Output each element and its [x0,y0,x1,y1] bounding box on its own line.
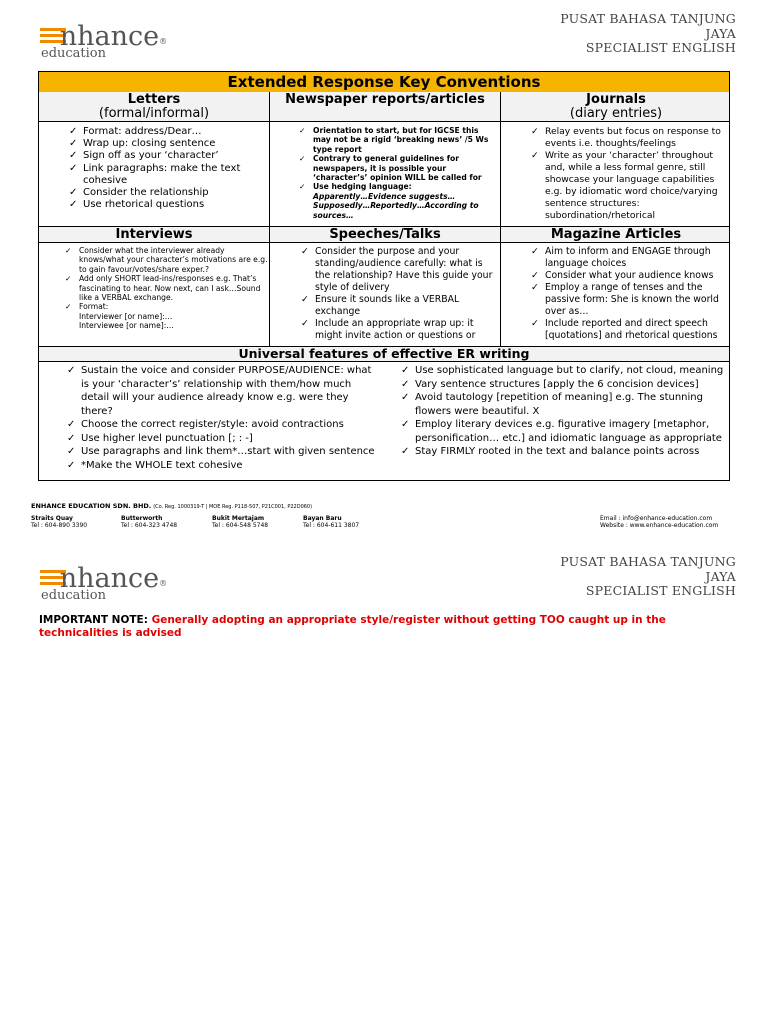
letters-sub: (formal/informal) [98,106,210,121]
list-item: ✓ Include reported and direct speech [quotations] and rhetorical questions [529,318,724,342]
col-newspaper-head [270,92,500,122]
list-item: ✓ Orientation to start, but for IGCSE this may not be a rigid ‘breaking news’ /5 Ws type report [297,126,497,154]
list-item: ✓ Employ literary devices e.g. figurative imagery [metaphor, personification… etc.] and idiomatic language as appropriate [399,418,727,445]
note-text: Generally adopting an appropriate style/register without getting TOO caught up in the technicalities is advised [39,614,666,639]
enhance-logo-2 [40,564,175,604]
logo-registered: ® [159,37,168,46]
branch-name: Butterworth [121,515,163,522]
interviews-head: Interviews [39,227,269,242]
list-item: ✓ Link paragraphs: make the text cohesive [67,163,267,187]
note-label: IMPORTANT NOTE: [39,614,148,626]
list-item: ✓ Contrary to general guidelines for newspapers, it is possible your ‘character’s’ opinion WILL be called for [297,154,497,182]
list-item: ✓ Format: [63,302,268,311]
col-journals-head [501,92,730,122]
footer-email: Email : info@enhance-education.com [600,515,713,522]
hedging-examples: Apparently…Evidence suggests…Supposedly…Reportedly…According to sources… [313,191,479,220]
logo-sub: education [41,588,106,603]
header-line1: PUSAT BAHASA TANJUNG [560,554,736,569]
branch-name: Bayan Baru [303,515,342,522]
universal-head: Universal features of effective ER writing [39,346,729,362]
interviews-cell [63,246,268,346]
magazine-cell [529,246,724,346]
list-item: ✓ Use higher level punctuation [; : -] [65,432,375,446]
company-reg: (Co. Reg. 1000319-T | MOE Reg. P118-507, P21C001, P22D060) [153,504,313,510]
list-item: ✓ Use sophisticated language but to clarify, not cloud, meaning [399,364,727,378]
newspaper-title: Newspaper reports/articles [285,92,485,107]
speeches-cell [299,246,499,346]
interviewee-line: Interviewee [or name]:… [79,321,174,331]
header-line3: SPECIALIST ENGLISH [585,583,736,598]
list-item: ✓ Consider what the interviewer already knows/what your character’s motivations are e.g. to gain favour/votes/share exper.? [63,246,268,274]
list-item: ✓ Avoid tautology [repetition of meaning] e.g. The stunning flowers were beautiful. X [399,391,727,418]
branch-tel: Tel : 604-323 4748 [121,522,178,530]
branch-bayan [303,515,359,530]
branch-bukit [212,515,268,530]
list-item: ✓ Employ a range of tenses and the passive form: She is known the world over as… [529,282,724,318]
header-right-2 [560,555,736,599]
footer-website: Website : www.enhance-education.com [600,522,719,530]
branch-butterworth [121,515,177,530]
header-right [560,12,736,56]
branch-name: Bukit Mertajam [212,515,265,522]
footer-contact [600,515,718,530]
logo-word: nhance [59,563,160,594]
branch-name: Straits Quay [31,515,73,522]
journals-title: Journals [586,92,646,107]
table-title: Extended Response Key Conventions [39,72,729,93]
logo-sub: education [41,46,106,61]
header-line2: JAYA [705,25,736,41]
logo-word: nhance [59,21,160,52]
list-item: ✓ Sign off as your ‘character’ [67,150,267,162]
universal-right [399,364,727,480]
list-item: ✓ Relay events but focus on response to events i.e. thoughts/feelings [529,126,724,150]
magazine-head: Magazine Articles [501,227,730,242]
universal-left [65,364,375,480]
header-line3: SPECIALIST ENGLISH [585,40,736,55]
list-item: ✓ Include an appropriate wrap up: it might invite action or questions or [299,318,499,342]
header-line1: PUSAT BAHASA TANJUNG [560,11,736,26]
list-item: ✓ Vary sentence structures [apply the 6 concision devices] [399,378,727,392]
list-item: ✓ Stay FIRMLY rooted in the text and balance points across [399,445,727,459]
branch-tel: Tel : 604-611 3807 [303,522,360,530]
branch-tel: Tel : 604-890 3390 [31,522,88,530]
conventions-table [38,71,730,481]
important-note [39,614,729,639]
list-item: ✓ Use rhetorical questions [67,199,267,211]
list-item: ✓ Add only SHORT lead-ins/responses e.g. That’s fascinating to hear. Now next, can I ask…Sound like a VERBAL exchange. [63,274,268,302]
header-line2: JAYA [705,568,736,584]
footer [31,502,736,530]
journals-sub: (diary entries) [569,106,663,121]
list-item: ✓ Consider what your audience knows [529,270,724,282]
company-name: ENHANCE EDUCATION SDN. BHD. [31,502,152,510]
list-item: ✓ Ensure it sounds like a VERBAL exchange [299,294,499,318]
list-item: ✓ *Make the WHOLE text cohesive [65,459,375,473]
list-item: ✓ Consider the purpose and your standing/audience carefully: what is the relationship? Have this guide your style of delivery [299,246,499,294]
journals-cell [529,126,724,226]
list-item: ✓ Choose the correct register/style: avoid contractions [65,418,375,432]
list-item: ✓ Format: address/Dear… [67,126,267,138]
branch-straits [31,515,87,530]
list-item: ✓ Write as your ‘character’ throughout and, while a less formal genre, still showcase your language capabilities e.g. by idiomatic word choice/varying sentence structures: subordination/rhetorical [529,150,724,222]
enhance-logo [40,22,175,62]
list-item: ✓ Use paragraphs and link them*…start with given sentence [65,445,375,459]
list-item: ✓ Consider the relationship [67,187,267,199]
list-item: ✓ Sustain the voice and consider PURPOSE/AUDIENCE: what is your ‘character’s’ relationship with them/how much detail will your audience already know e.g. were they there? [65,364,375,418]
logo-registered: ® [159,579,168,588]
letters-title: Letters [127,92,181,107]
interviewer-line: Interviewer [or name]:… [79,311,173,321]
list-item: ✓ Wrap up: closing sentence [67,138,267,150]
list-item: ✓ Use hedging language: [297,182,497,191]
letters-cell [67,126,267,226]
newspaper-cell [297,126,497,226]
list-item: ✓ Aim to inform and ENGAGE through language choices [529,246,724,270]
branch-tel: Tel : 604-548 5748 [212,522,269,530]
speeches-head: Speeches/Talks [270,227,500,242]
col-letters-head [39,92,269,122]
